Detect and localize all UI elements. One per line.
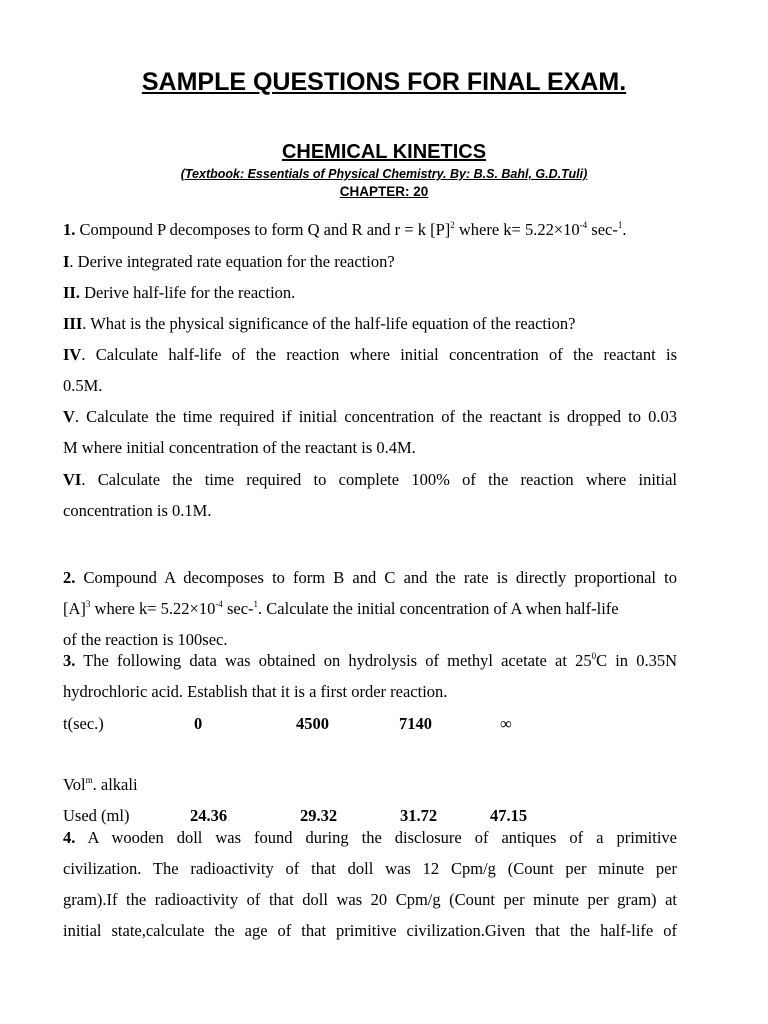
q2-line-1 xyxy=(63,568,677,588)
part-text: Derive half-life for the reaction. xyxy=(79,283,296,302)
q4-line-4: initial state,calculate the age of that primitive civilization.Given that the half-life of xyxy=(63,921,677,940)
q1-number: 1. xyxy=(63,220,76,239)
q4-line-2: civilization. The radioactivity of that doll was 12 Cpm/g (Count per minute per xyxy=(63,859,677,878)
q2-exponent-2: -4 xyxy=(215,599,223,609)
q3-line-1 xyxy=(63,651,677,671)
q3-text: The following data was obtained on hydrolysis of methyl acetate at 25 xyxy=(75,651,592,670)
part-text: . Calculate the time required to complete 100% of the reaction where initial xyxy=(81,470,677,489)
time-cell: 4500 xyxy=(296,714,329,733)
part-text: . Calculate the time required if initial concentration of the reactant is dropped to 0.03 xyxy=(74,407,677,426)
q2-line-3: of the reaction is 100sec. xyxy=(63,630,228,649)
q1-part-4 xyxy=(63,345,677,365)
used-row-label: Used (ml) xyxy=(63,806,130,825)
q2-text-4: sec- xyxy=(222,599,254,618)
q1-part-6 xyxy=(63,470,677,490)
q1-part-3 xyxy=(63,314,677,334)
q1-exponent: 2 xyxy=(450,220,455,230)
part-label: V xyxy=(63,407,75,426)
volume-row-label xyxy=(63,775,138,795)
q4-line-3: gram).If the radioactivity of that doll was 20 Cpm/g (Count per minute per gram) at xyxy=(63,890,677,909)
q1-part-5 xyxy=(63,407,677,427)
part-text: . Derive integrated rate equation for the reaction? xyxy=(69,252,395,271)
q3-line-2: hydrochloric acid. Establish that it is a first order reaction. xyxy=(63,682,448,701)
q2-number: 2. xyxy=(63,568,76,587)
q1-part-6-cont: concentration is 0.1M. xyxy=(63,501,212,520)
q2-text-3: where k= 5.22×10 xyxy=(90,599,216,618)
q4-line-1 xyxy=(63,828,677,848)
volume-label-text-2: . alkali xyxy=(92,775,138,794)
q1-exponent-3: 1 xyxy=(617,220,623,230)
q1-part-5-cont: M where initial concentration of the reactant is 0.4M. xyxy=(63,438,416,457)
q2-exponent-3: 1 xyxy=(253,599,259,609)
q1-stem-text: Compound P decomposes to form Q and R and r = k [P] xyxy=(75,220,451,239)
part-label: II. xyxy=(63,283,80,302)
chapter-label: CHAPTER: 20 xyxy=(339,184,429,199)
q2-text: Compound A decomposes to form B and C and the rate is directly proportional to xyxy=(75,568,677,587)
q2-line-2 xyxy=(63,599,677,619)
q2-text-5: . Calculate the initial concentration of A when half-life xyxy=(258,599,619,618)
q1-stem-text-2: where k= 5.22×10 xyxy=(454,220,580,239)
q1-stem xyxy=(63,220,677,240)
used-cell: 31.72 xyxy=(400,806,438,825)
part-label: I xyxy=(63,252,70,271)
q1-stem-text-4: . xyxy=(622,220,627,239)
part-text: . Calculate half-life of the reaction where initial concentration of the reactant is xyxy=(81,345,677,364)
volume-label-sup: m xyxy=(85,775,93,785)
q1-part-2 xyxy=(63,283,677,303)
q1-part-1 xyxy=(63,252,677,272)
subject-heading: CHEMICAL KINETICS xyxy=(281,141,487,163)
q1-exponent-2: -4 xyxy=(579,220,588,230)
part-text: . What is the physical significance of the half-life equation of the reaction? xyxy=(82,314,576,333)
q1-part-4-cont: 0.5M. xyxy=(63,376,103,395)
q2-text-2: [A] xyxy=(63,599,86,618)
used-cell: 24.36 xyxy=(190,806,228,825)
q3-text-2: C in 0.35N xyxy=(596,651,677,670)
q3-degree-sup: 0 xyxy=(591,651,597,661)
page-title: SAMPLE QUESTIONS FOR FINAL EXAM. xyxy=(141,68,627,96)
part-label: III xyxy=(63,314,83,333)
time-cell: 7140 xyxy=(399,714,432,733)
part-label: IV xyxy=(63,345,82,364)
q1-stem-text-3: sec- xyxy=(587,220,618,239)
part-label: VI xyxy=(63,470,82,489)
q3-number: 3. xyxy=(63,651,76,670)
time-cell: ∞ xyxy=(500,714,512,733)
time-row-label: t(sec.) xyxy=(63,714,104,733)
q4-text: A wooden doll was found during the disclosure of antiques of a primitive xyxy=(75,828,677,847)
used-cell: 29.32 xyxy=(300,806,338,825)
q2-exponent: 3 xyxy=(85,599,91,609)
time-cell: 0 xyxy=(194,714,203,733)
used-cell: 47.15 xyxy=(490,806,528,825)
textbook-reference: (Textbook: Essentials of Physical Chemistry. By: B.S. Bahl, G.D.Tuli) xyxy=(180,167,588,181)
volume-label-text: Vol xyxy=(63,775,86,794)
q4-number: 4. xyxy=(63,828,76,847)
